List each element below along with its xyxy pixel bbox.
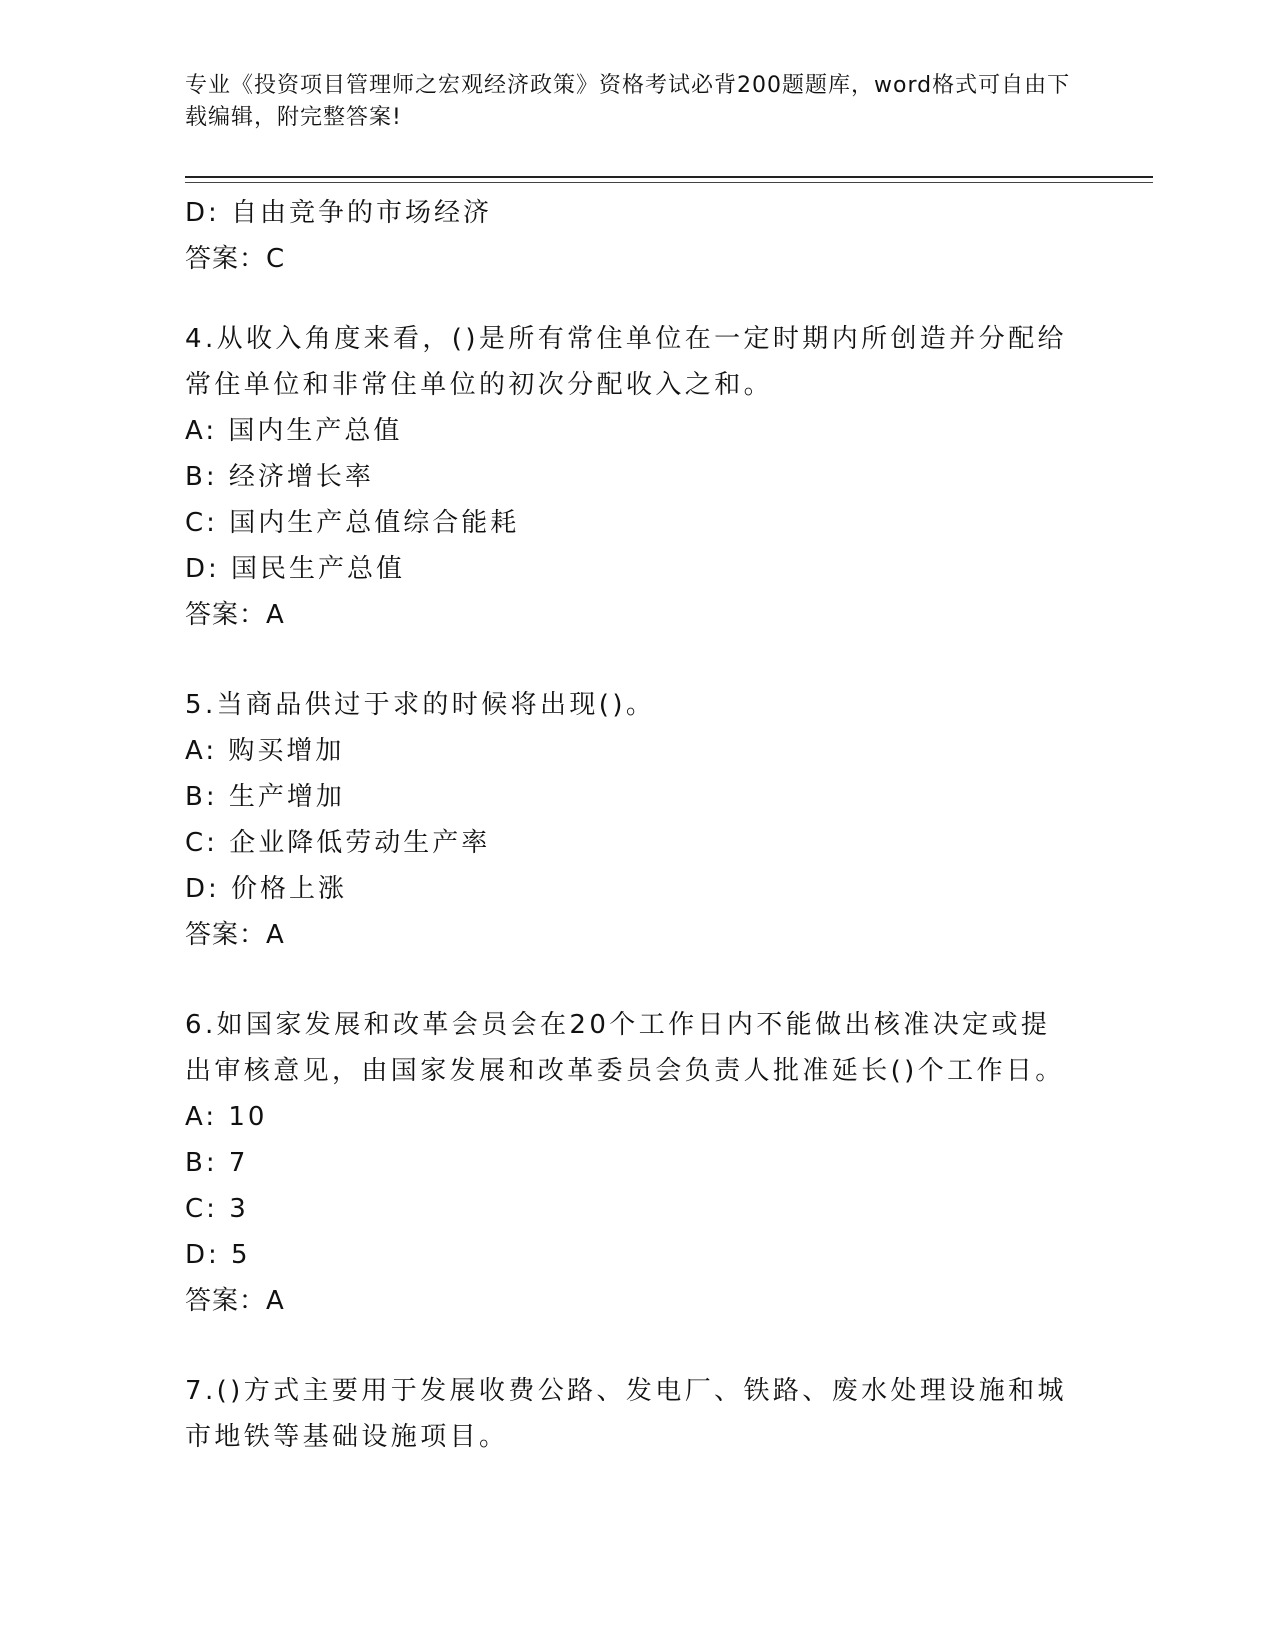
option-label: C:	[185, 508, 218, 538]
question-6	[185, 1002, 1075, 1324]
option-text: 自由竞争的市场经济	[231, 198, 493, 228]
option-c	[185, 820, 1075, 866]
option-text: 国内生产总值综合能耗	[229, 508, 520, 538]
option-label: A:	[185, 1102, 218, 1132]
option-label: A:	[185, 736, 218, 766]
option-d	[185, 190, 1075, 236]
option-label: D:	[185, 198, 220, 228]
option-c	[185, 1186, 1075, 1232]
header-divider	[185, 176, 1153, 178]
option-c	[185, 500, 1075, 546]
option-text: 7	[228, 1148, 249, 1178]
question-stem: 6.如国家发展和改革会员会在20个工作日内不能做出核准决定或提出审核意见，由国家发展和改革委员会负责人批准延长()个工作日。	[185, 1010, 1065, 1086]
option-text: 国内生产总值	[228, 416, 403, 446]
option-label: B:	[185, 462, 218, 492]
option-d	[185, 546, 1075, 592]
option-a	[185, 1094, 1075, 1140]
option-b	[185, 774, 1075, 820]
question-5	[185, 682, 1075, 958]
question-stem: 7.()方式主要用于发展收费公路、发电厂、铁路、废水处理设施和城市地铁等基础设施项目。	[185, 1376, 1067, 1452]
option-a	[185, 408, 1075, 454]
option-label: C:	[185, 1194, 218, 1224]
option-text: 企业降低劳动生产率	[229, 828, 491, 858]
option-label: B:	[185, 782, 218, 812]
option-d	[185, 1232, 1075, 1278]
option-label: A:	[185, 416, 218, 446]
option-text: 5	[231, 1240, 251, 1270]
question-4	[185, 316, 1075, 638]
document-header	[185, 70, 1075, 134]
question-stem: 4.从收入角度来看，()是所有常住单位在一定时期内所创造并分配给常住单位和非常住单位的初次分配收入之和。	[185, 324, 1067, 400]
option-text: 经济增长率	[228, 462, 374, 492]
answer: 答案：A	[185, 920, 285, 950]
option-text: 10	[228, 1102, 268, 1132]
option-a	[185, 728, 1075, 774]
header-text: 专业《投资项目管理师之宏观经济政策》资格考试必背200题题库，word格式可自由下载编辑，附完整答案!	[185, 73, 1071, 130]
answer: 答案：C	[185, 244, 286, 274]
question-list	[185, 190, 1075, 1460]
option-label: D:	[185, 554, 220, 584]
option-text: 价格上涨	[231, 874, 348, 904]
answer: 答案：A	[185, 600, 285, 630]
option-b	[185, 454, 1075, 500]
option-d	[185, 866, 1075, 912]
answer: 答案：A	[185, 1286, 285, 1316]
option-label: D:	[185, 1240, 220, 1270]
option-text: 3	[229, 1194, 249, 1224]
option-label: D:	[185, 874, 220, 904]
question-3-continued	[185, 190, 1075, 282]
option-text: 购买增加	[228, 736, 345, 766]
question-stem: 5.当商品供过于求的时候将出现()。	[185, 690, 656, 720]
option-text: 国民生产总值	[231, 554, 406, 584]
question-7	[185, 1368, 1075, 1460]
header-divider-thin	[185, 182, 1153, 183]
option-label: C:	[185, 828, 218, 858]
option-b	[185, 1140, 1075, 1186]
option-text: 生产增加	[228, 782, 345, 812]
option-label: B:	[185, 1148, 218, 1178]
